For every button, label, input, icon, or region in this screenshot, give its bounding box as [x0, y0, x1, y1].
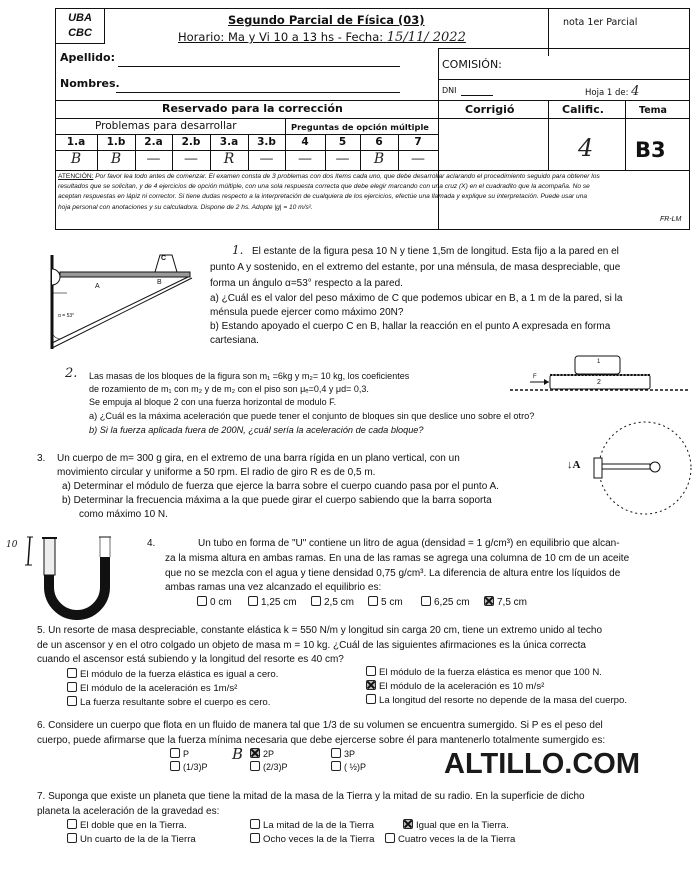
q4-option[interactable]: 5 cm: [368, 596, 403, 608]
corrigio-label: Corrigió: [465, 103, 515, 116]
q4-option[interactable]: 1,25 cm: [248, 596, 297, 608]
checkbox-icon[interactable]: [67, 682, 77, 692]
q7-option[interactable]: Ocho veces la de la Tierra: [250, 833, 374, 845]
q4-option[interactable]: 6,25 cm: [421, 596, 470, 608]
checkbox-icon[interactable]: [250, 819, 260, 829]
q4-option[interactable]: 2,5 cm: [311, 596, 354, 608]
checked-checkbox-icon[interactable]: [484, 596, 494, 606]
height-label: 10: [6, 540, 18, 550]
grid-mark: —: [298, 151, 312, 167]
checked-checkbox-icon[interactable]: [403, 819, 413, 829]
checkbox-icon[interactable]: [366, 694, 376, 704]
grid-column-1-b: 1.b: [106, 136, 126, 148]
grid-mark: —: [184, 151, 198, 167]
calific-value: 4: [578, 134, 594, 162]
apellido-field[interactable]: [118, 66, 400, 67]
checkbox-icon[interactable]: [331, 748, 341, 758]
q5-option[interactable]: El módulo de la fuerza elástica es igual a cero.: [67, 668, 278, 680]
grid-column-3-a: 3.a: [219, 136, 239, 148]
force-label: F: [533, 374, 537, 380]
q6-option[interactable]: P: [170, 748, 189, 759]
calific-label: Calific.: [562, 103, 604, 116]
reservado-label: Reservado para la corrección: [162, 102, 343, 115]
grid-column-3-b: 3.b: [257, 136, 276, 148]
block2-label: 2: [597, 379, 601, 386]
q7-option[interactable]: La mitad de la de la Tierra: [250, 819, 374, 831]
tema-value: B3: [635, 138, 666, 162]
exam-title: Segundo Parcial de Física (03): [228, 13, 425, 27]
exam-page: UBA CBC Segundo Parcial de Física (03) Horario: Ma y Vi 10 a 13 hs - Fecha: 15/11/ 2022 nota 1er Parcial Apellido: Nombres. COMISIÓN: DNI Hoja 1 de: 4 Reservado para la corrección Corrigió Calific. Tema Problemas para desarrollar Preguntas de opción múltiple 1.a B 1.b B 2.a — 2.b — 3.a R 3.b — 4 — 5 — 6 B 7 — 4 B3 ATENCIÓN: Por favor lea todo antes de comenzar. El examen consta de 3 problemas con dos ítems cada uno, que debe desarrollar aclarando el procedimiento seguido para obtener los resultados que se solicitan, y de 4 ejercicios de opción múltiple, con una sola respuesta correcta que debe elegir marcando con una cruz (X) en el cuadradito que la acompaña. No se aceptan respuestas en lápiz ni corrector. Si tiene dudas respecto a la interpretación de cualquiera de los ejercicios, efectúe una llamada y explique su interpretación. Puede usar una hoja personal con anotaciones y su calculadora. Dispone de 2 hs. Adopte |g| = 10 m/s². FR-LM C B A α = 53° 1. El estante de la figura pesa 10 N y tiene 1,5m de longitud. Esta fijo a la pared en el punto A y sostenido, en el extremo del estante, por una ménsula, de masa despreciable, que forma un ángulo α=53° respecto a la pared. a) ¿Cuál es el valor del peso máximo de C que podemos ubicar en B, a 1 m de la pared, si la ménsula puede ejercer como máximo 20N? b) Estando apoyado el cuerpo C en B, hallar la reacción en el punto A expresada en forma cartesiana. 2. Las masas de los bloques de la figura son m₁ =6kg y m₂= 10 kg, los coeficientes de rozamiento de m₁ con m₂ y de m₂ con el piso son μₑ=0,4 y μd= 0,3. Se empuja al bloque 2 con una fuerza horizontal de modulo F. a) ¿Cuál es la máxima aceleración que puede tener el conjunto de bloques sin que deslice uno sobre el otro? b) Si la fuerza aplicada fuera de 200N, ¿cuál sería la aceleración de cada bloque? 1 2 F 3. Un cuerpo de m= 300 g gira, en el extremo de una barra rígida en un plano vertical, con un movimiento circular y uniforme a 50 rpm. El radio de giro R es de 0,5 m. a) Determinar el módulo de fuerza que ejerce la barra sobre el cuerpo cuando pasa por el punto A. b) Determinar la frecuencia máxima a la que puede girar el cuerpo sabiendo que la barra soporta como máximo 10 N. ↓A 10 4. Un tubo en forma de "U" contiene un litro de agua (densidad = 1 g/cm³) en equilibrio que alcan- za la misma altura en ambas ramas. En una de las ramas se agrega una columna de 10 cm de un aceite que no se mezcla con el agua y tiene densidad 0,75 g/cm³. La diferencia de altura entre los líquidos de ambas ramas una vez alcanzado el equilibrio es: 0 cm 1,25 cm 2,5 cm 5 cm 6,25 cm 7,5 cm 5. Un resorte de masa despreciable, constante elástica k = 550 N/m y longitud sin carga 20 cm, tiene un extremo unido al techo de un ascensor y en el otro colgado un objeto de masa m = 10 kg. ¿Cuál de las siguientes afirmaciones es la única correcta cuando el ascensor está subiendo y la longitud del resorte es 40 cm? El módulo de la fuerza elástica es igual a cero. El módulo de la aceleración es 1m/s² La fuerza resultante sobre el cuerpo es cero. El módulo de la fuerza elástica es menor que 100 N. El módulo de la aceleración es 10 m/s² La longitud del resorte no depende de la masa del cuerpo. 6. Considere un cuerpo que flota en un fluido de manera tal que 1/3 de su volumen se encuentra sumergido. Si P es el peso del cuerpo, puede afirmarse que la fuerza mínima necesaria que debe ejercerse sobre él para mantenerlo totalmente sumergido es: B P 2P 3P (1/3)P (2/3)P ( ½)P ALTILLO.COM 7. Suponga que existe un planeta que tiene la mitad de la masa de la Tierra y la mitad de su radio. En la superficie de dicho planeta la aceleración de la gravedad es: El doble que en la Tierra. La mitad de la de la Tierra Igual que en la Tierra. Un cuarto de la de la Tierra Ocho veces la de la Tierra Cuatro veces la de la Tierra: [0, 0, 700, 870]
q5-option[interactable]: El módulo de la aceleración es 10 m/s²: [366, 680, 544, 692]
figure-label-b: B: [157, 279, 162, 286]
point-a-label: ↓A: [567, 459, 581, 471]
figure-label-angle: α = 53°: [58, 313, 75, 319]
q6-option[interactable]: (2/3)P: [250, 761, 288, 772]
block1-label: 1: [597, 359, 601, 365]
q7-option[interactable]: Igual que en la Tierra.: [403, 819, 509, 831]
altillo-watermark: ALTILLO.COM: [444, 748, 640, 780]
q7-option[interactable]: Cuatro veces la de la Tierra: [385, 833, 515, 845]
grid-mark: —: [259, 151, 274, 167]
tema-label: Tema: [639, 105, 667, 116]
q1-number: 1.: [232, 243, 244, 257]
q5-option[interactable]: El módulo de la aceleración es 1m/s²: [67, 682, 237, 694]
exam-code: FR-LM: [660, 216, 682, 223]
q6-option[interactable]: 3P: [331, 748, 355, 759]
shelf-figure: [40, 245, 210, 355]
nota-1er-parcial-label: nota 1er Parcial: [563, 17, 638, 28]
grid-column-7: 7: [414, 136, 422, 148]
institution-box: UBA CBC: [55, 8, 105, 44]
nombres-field[interactable]: [116, 92, 400, 93]
q5-option[interactable]: El módulo de la fuerza elástica es menor que 100 N.: [366, 666, 602, 678]
q4-option[interactable]: 7,5 cm: [484, 596, 527, 608]
checkbox-icon[interactable]: [67, 696, 77, 706]
q7-option[interactable]: El doble que en la Tierra.: [67, 819, 187, 831]
grid-mark: R: [223, 151, 235, 167]
nombres-label: Nombres.: [60, 77, 120, 90]
checkbox-icon[interactable]: [170, 748, 180, 758]
dni-label: DNI: [442, 86, 457, 95]
grid-mark: B: [373, 151, 385, 167]
q5-option[interactable]: La longitud del resorte no depende de la masa del cuerpo.: [366, 694, 627, 706]
grid-mark: —: [335, 151, 350, 167]
u-tube-figure: [5, 525, 115, 620]
checkbox-icon[interactable]: [368, 596, 378, 606]
grid-column-4: 4: [301, 136, 309, 148]
q2-number: 2.: [65, 366, 78, 381]
grid-mark: —: [411, 151, 425, 167]
grid-column-5: 5: [338, 136, 347, 148]
grid-mark: B: [110, 151, 122, 167]
checkbox-icon[interactable]: [250, 761, 260, 771]
opcion-multiple-label: Preguntas de opción múltiple: [291, 122, 429, 132]
checked-checkbox-icon[interactable]: [366, 680, 376, 690]
checkbox-icon[interactable]: [170, 761, 180, 771]
checkbox-icon[interactable]: [250, 833, 260, 843]
q7-option[interactable]: Un cuarto de la de la Tierra: [67, 833, 196, 845]
checkbox-icon[interactable]: [248, 596, 258, 606]
q4-option[interactable]: 0 cm: [197, 596, 232, 608]
hoja-label: Hoja 1 de: 4: [585, 84, 640, 99]
dni-field[interactable]: [461, 95, 493, 96]
rotating-bar-figure: [560, 420, 700, 520]
checkbox-icon[interactable]: [311, 596, 321, 606]
checkbox-icon[interactable]: [331, 761, 341, 771]
grid-column-1-a: 1.a: [66, 136, 86, 148]
q6-option[interactable]: (1/3)P: [170, 761, 208, 772]
checkbox-icon[interactable]: [366, 666, 376, 676]
checkbox-icon[interactable]: [421, 596, 431, 606]
checkbox-icon[interactable]: [67, 833, 77, 843]
figure-label-a: A: [95, 283, 100, 290]
exam-date: 15/11/ 2022: [386, 30, 466, 45]
grid-column-2-b: 2.b: [181, 136, 201, 148]
q6-option[interactable]: 2P: [250, 748, 274, 759]
q6-hand-mark: B: [232, 745, 244, 763]
grid-mark: —: [146, 151, 161, 167]
grid-column-6: 6: [375, 136, 383, 148]
checkbox-icon[interactable]: [67, 668, 77, 678]
checkbox-icon[interactable]: [67, 819, 77, 829]
q5-option[interactable]: La fuerza resultante sobre el cuerpo es cero.: [67, 696, 270, 708]
checkbox-icon[interactable]: [385, 833, 395, 843]
grid-column-2-a: 2.a: [144, 136, 163, 148]
checkbox-icon[interactable]: [197, 596, 207, 606]
attention-text: ATENCIÓN: Por favor lea todo antes de comenzar. El examen consta de 3 problemas con dos ítems cada uno, que debe desarrollar aclarando el procedimiento seguido para obtener los resultados que se solicitan, y de 4 ejercicios de opción múltiple, con una sola respuesta correcta que debe elegir marcando con una cruz (X) en el cuadradito que la acompaña. No se aceptan respuestas en lápiz ni corrector. Si tiene dudas respecto a la interpretación de cualquiera de los ejercicios, efectúe una llamada y explique su interpretación. Puede usar una hoja personal con anotaciones y su calculadora. Dispone de 2 hs. Adopte |g| = 10 m/s².: [58, 173, 600, 211]
exam-schedule: Horario: Ma y Vi 10 a 13 hs - Fecha: 15/11/ 2022: [178, 30, 466, 45]
figure-label-c: C: [161, 255, 167, 262]
q6-option[interactable]: ( ½)P: [331, 761, 366, 772]
problemas-label: Problemas para desarrollar: [95, 120, 237, 132]
checked-checkbox-icon[interactable]: [250, 748, 260, 758]
comision-label: COMISIÓN:: [442, 58, 502, 71]
grid-mark: B: [70, 151, 82, 167]
apellido-label: Apellido:: [60, 51, 115, 64]
